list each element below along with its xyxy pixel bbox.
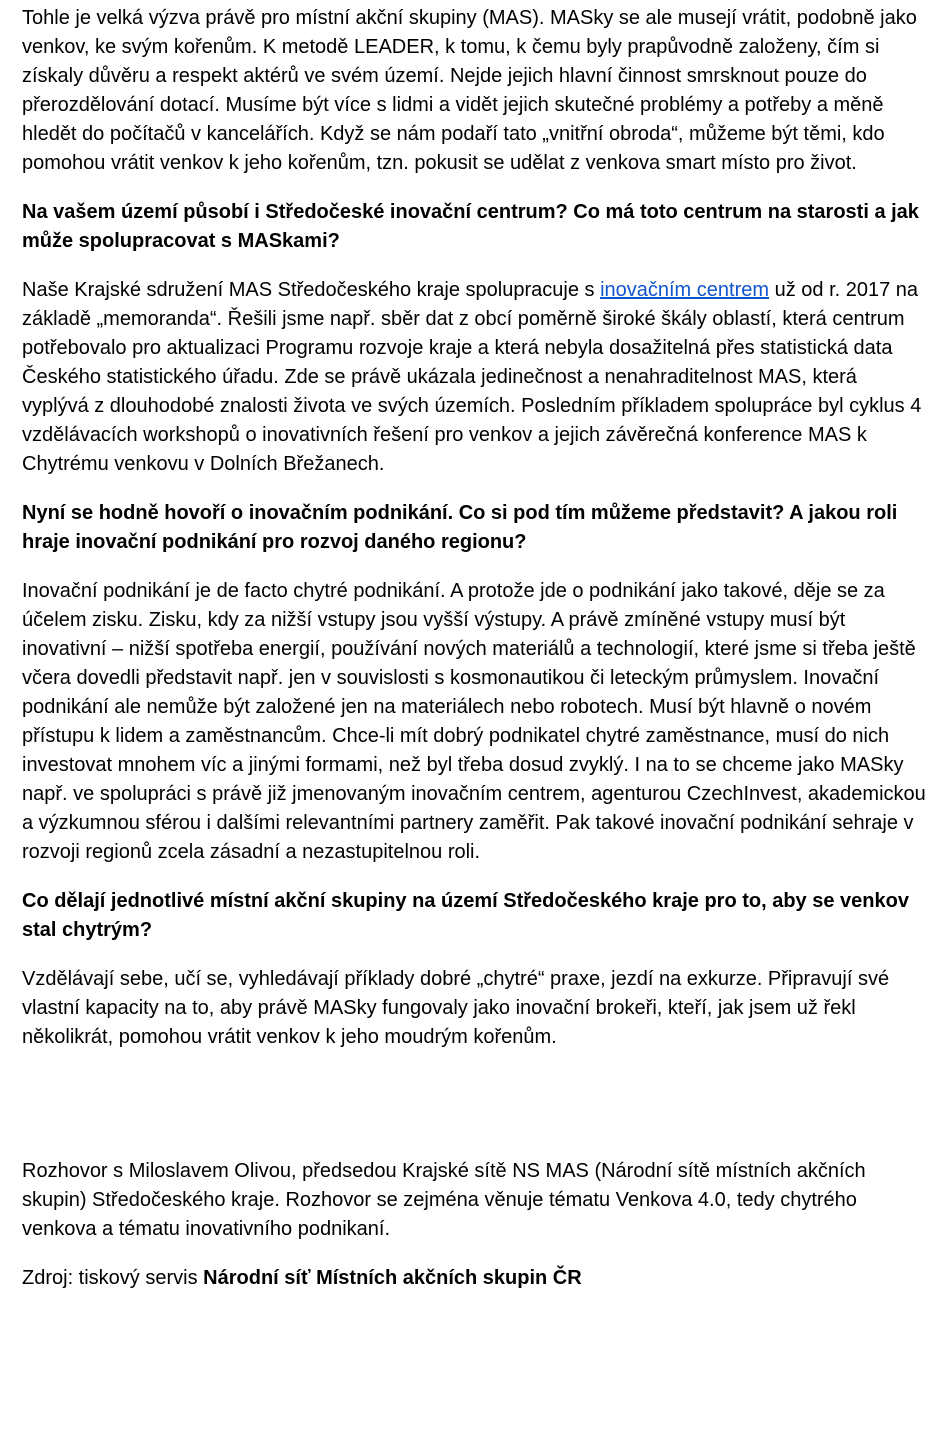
source-line <box>22 1264 928 1293</box>
article <box>22 4 928 1293</box>
intro-paragraph: Tohle je velká výzva právě pro místní akční skupiny (MAS). MASky se ale musejí vrátit, podobně jako venkov, ke svým kořenům. K metodě LEADER, k tomu, k čemu byly prapůvodně založeny, čím si získaly důvěru a respekt aktérů ve svém území. Nejde jejich hlavní činnost smrsknout pouze do přerozdělování dotací. Musíme být více s lidmi a vidět jejich skutečné problémy a potřeby a měně hledět do počítačů v kancelářích. Když se nám podaří tato „vnitřní obroda“, můžeme být těmi, kdo pomohou vrátit venkov k jeho kořenům, tzn. pokusit se udělat z venkova smart místo pro život. <box>22 7 917 174</box>
answer-1-text-before: Naše Krajské sdružení MAS Středočeského kraje spolupracuje s <box>22 279 601 301</box>
interview-about: Rozhovor s Miloslavem Olivou, předsedou Krajské sítě NS MAS (Národní sítě místních akčních skupin) Středočeského kraje. Rozhovor se zejména věnuje tématu Venkova 4.0, tedy chytrého venkova a tématu inovativního podnikaní. <box>22 1160 866 1240</box>
question-3: Co dělají jednotlivé místní akční skupiny na území Středočeského kraje pro to, aby se venkov stal chytrým? <box>22 890 909 941</box>
question-1: Na vašem území působí i Středočeské inovační centrum? Co má toto centrum na starosti a jak může spolupracovat s MASkami? <box>22 201 919 252</box>
answer-3: Vzdělávají sebe, učí se, vyhledávají příklady dobré „chytré“ praxe, jezdí na exkurze. Připravují své vlastní kapacity na to, aby právě MASky fungovaly jako inovační brokeři, kteří, jak jsem už řekl několikrát, pomohou vrátit venkov k jeho moudrým kořenům. <box>22 968 890 1048</box>
answer-1-text-after: už od r. 2017 na základě „memoranda“. Řešili jsme např. sběr dat z obcí poměrně široké škály oblastí, která centrum potřebovalo pro aktualizaci Programu rozvoje kraje a která nebyla dosažitelná přes statistická data Českého statistického úřadu. Zde se právě ukázala jedinečnost a nenahraditelnost MAS, která vyplývá z dlouhodobé znalosti života ve svých územích. Posledním příkladem spolupráce byl cyklus 4 vzdělávacích workshopů o inovativních řešení pro venkov a jejich závěrečná konference MAS k Chytrému venkovu v Dolních Břežanech. <box>22 279 922 475</box>
question-2: Nyní se hodně hovoří o inovačním podnikání. Co si pod tím můžeme představit? A jakou roli hraje inovační podnikání pro rozvoj daného regionu? <box>22 502 898 553</box>
answer-1 <box>22 276 928 479</box>
answer-2: Inovační podnikání je de facto chytré podnikání. A protože jde o podnikání jako takové, děje se za účelem zisku. Zisku, kdy za nižší vstupy jsou vyšší výstupy. A právě zmíněné vstupy musí být inovativní – nižší spotřeba energií, používání nových materiálů a technologií, které jsme si třeba ještě včera dovedli představit např. jen v souvislosti s kosmonautikou či leteckým průmyslem. Inovační podnikání ale nemůže být založené jen na materiálech nebo robotech. Musí být hlavně o novém přístupu k lidem a zaměstnancům. Chce-li mít dobrý podnikatel chytré zaměstnance, musí do nich investovat mnohem víc a jinými formami, než byl třeba dosud zvyklý. I na to se chceme jako MASky např. ve spolupráci s právě již jmenovaným inovačním centrem, agenturou CzechInvest, akademickou a výzkumnou sférou i dalšími relevantními partnery zaměřit. Pak takové inovační podnikání sehraje v rozvoji regionů zcela zásadní a nezastupitelnou roli. <box>22 580 926 863</box>
source-name: Národní síť Místních akčních skupin ČR <box>203 1267 582 1289</box>
innovation-centre-link[interactable]: inovačním centrem <box>600 279 770 301</box>
source-label: Zdroj: tiskový servis <box>22 1267 204 1289</box>
